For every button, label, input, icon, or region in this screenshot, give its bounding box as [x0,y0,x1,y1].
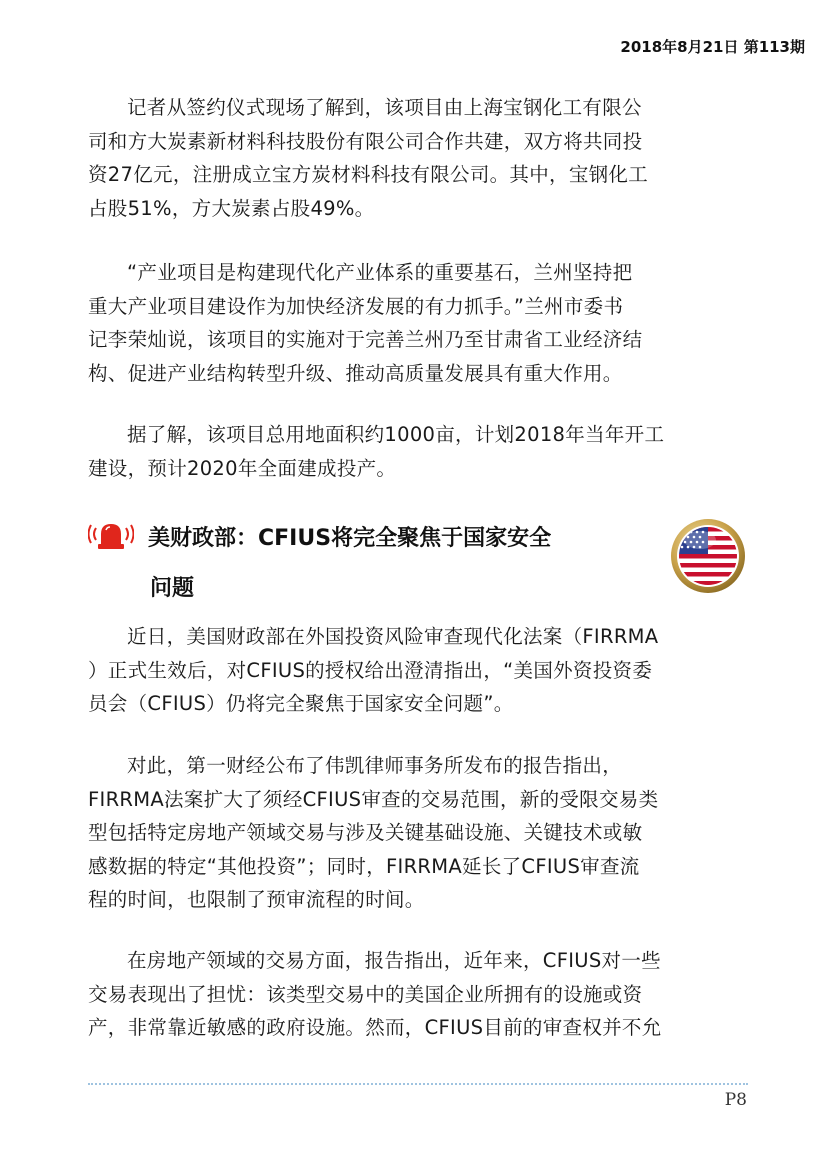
text-line: 交易表现出了担忧：该类型交易中的美国企业所拥有的设施或资 [88,982,643,1006]
text-line: 对此，第一财经公布了伟凯律师事务所发布的报告指出， [127,754,623,777]
paragraph-signing [88,91,740,225]
text-line: 构、促进产业结构转型升级、推动高质量发展具有重大作用。 [88,361,623,385]
text-line: 记李荣灿说，该项目的实施对于完善兰州乃至甘肃省工业经济结 [88,328,643,351]
text-line: 型包括特定房地产领域交易与涉及关键基础设施、关键技术或敏 [88,821,643,844]
text-line: ）正式生效后，对CFIUS的授权给出澄清指出，“美国外资投资委 [88,658,653,682]
text-line: 在房地产领域的交易方面，报告指出，近年来，CFIUS对一些 [127,949,661,972]
us-flag-icon [670,518,746,594]
section-title-line: 美财政部：CFIUS将完全聚焦于国家安全 [148,526,552,551]
text-line: 记者从签约仪式现场了解到，该项目由上海宝钢化工有限公 [127,96,642,119]
text-line: 资27亿元，注册成立宝方炭材料科技有限公司。其中，宝钢化工 [88,163,649,186]
paragraph-report [88,749,740,917]
section-title [148,514,668,614]
text-line: 据了解，该项目总用地面积约1000亩，计划2018年当年开工 [127,423,665,446]
text-line: “产业项目是构建现代化产业体系的重要基石，兰州坚持把 [127,261,633,284]
paragraph-land [88,418,740,485]
text-line: 建设，预计2020年全面建成投产。 [88,456,397,480]
text-line: FIRRMA法案扩大了须经CFIUS审查的交易范围，新的受限交易类 [88,787,659,811]
text-line: 产，非常靠近敏感的政府设施。然而，CFIUS目前的审查权并不允 [88,1016,662,1039]
text-line: 近日，美国财政部在外国投资风险审查现代化法案（FIRRMA [127,625,659,648]
text-line: 程的时间，也限制了预审流程的时间。 [88,888,425,911]
paragraph-quote [88,256,740,390]
paragraph-treasury [88,620,740,721]
footer-divider [88,1083,748,1085]
alarm-bell-icon [88,518,134,552]
text-line: 司和方大炭素新材料科技股份有限公司合作共建，双方将共同投 [88,129,643,153]
section-title-line: 问题 [150,576,195,601]
text-line: 感数据的特定“其他投资”；同时，FIRRMA延长了CFIUS审查流 [88,854,640,878]
text-line: 重大产业项目建设作为加快经济发展的有力抓手。”兰州市委书 [88,294,624,318]
paragraph-real-estate [88,944,740,1045]
page-number: P8 [724,1090,747,1110]
text-line: 员会（CFIUS）仍将完全聚焦于国家安全问题”。 [88,692,514,715]
text-line: 占股51%，方大炭素占股49%。 [88,196,375,220]
issue-date: 2018年8月21日 第113期 [620,38,805,56]
